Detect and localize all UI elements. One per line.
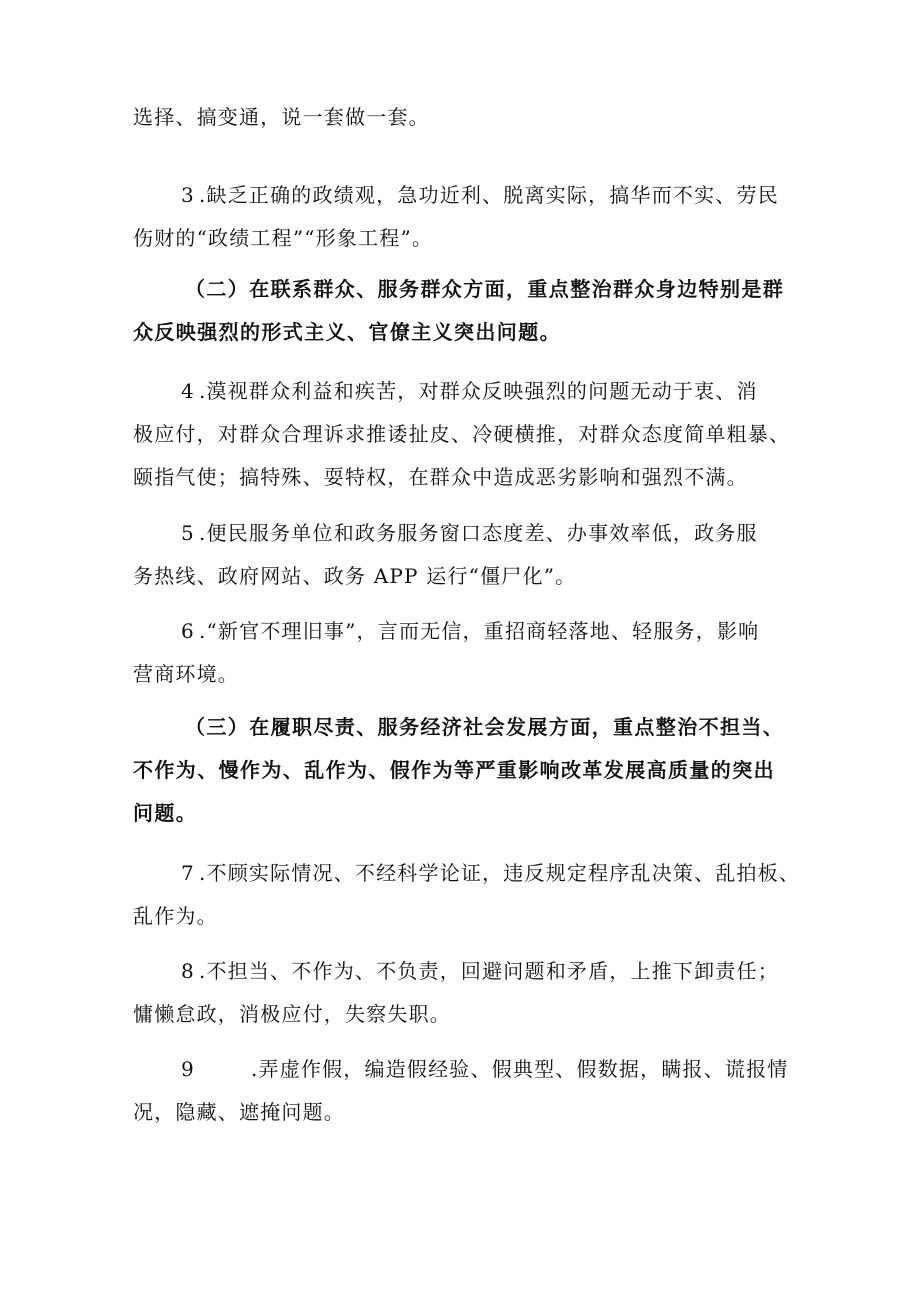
section-heading-3: [133, 706, 793, 835]
item-number: 5: [181, 521, 195, 545]
paragraph-line: 7 .不顾实际情况、不经科学论证，违反规定程序乱决策、乱拍板、: [133, 852, 793, 895]
list-item-4: [133, 370, 793, 499]
heading-line: （二）在联系群众、服务群众方面，重点整治群众身边特别是群: [185, 277, 785, 301]
item-number: 6: [181, 619, 195, 643]
paragraph-line: 9 .弄虚作假，编造假经验、假典型、假数据，瞒报、谎报情: [133, 1048, 793, 1091]
list-item-6: [133, 610, 793, 696]
list-item-5: [133, 512, 793, 598]
paragraph-line: 8 .不担当、不作为、不负责，回避问题和矛盾，上推下卸责任；: [133, 950, 793, 993]
paragraph-line: 选择、搞变通，说一套做一套。: [133, 105, 430, 129]
heading-line: 不作为、慢作为、乱作为、假作为等严重影响改革发展高质量的突出: [133, 758, 775, 782]
item-number: 3: [181, 183, 195, 207]
list-item-3: [133, 174, 793, 260]
paragraph-continuation: [133, 96, 793, 139]
list-item-8: [133, 950, 793, 1036]
item-number: 9: [181, 1057, 195, 1081]
item-number: 7: [181, 861, 195, 885]
item-number: 8: [181, 959, 195, 983]
paragraph-line: 务热线、政府网站、政务 APP 运行“僵尸化”。: [133, 564, 577, 588]
paragraph-line: 伤财的“政绩工程”“形象工程”。: [133, 226, 434, 250]
heading-line: （三）在履职尽责、服务经济社会发展方面，重点整治不担当、: [185, 715, 785, 739]
paragraph-line: 况，隐藏、遮掩问题。: [133, 1100, 345, 1124]
heading-line: 众反映强烈的形式主义、官僚主义突出问题。: [133, 320, 561, 344]
paragraph-line: 5 .便民服务单位和政务服务窗口态度差、办事效率低，政务服: [133, 512, 793, 555]
paragraph-line: 颐指气使；搞特殊、耍特权，在群众中造成恶劣影响和强烈不满。: [133, 465, 748, 489]
item-number: 4: [181, 379, 195, 403]
paragraph-line: 慵懒怠政，消极应付，失察失职。: [133, 1002, 451, 1026]
paragraph-line: 乱作为。: [133, 904, 218, 928]
paragraph-line: 营商环境。: [133, 662, 239, 686]
paragraph-line: 3 .缺乏正确的政绩观，急功近利、脱离实际，搞华而不实、劳民: [133, 174, 793, 217]
list-item-7: [133, 852, 801, 938]
paragraph-line: 4 .漠视群众利益和疾苦，对群众反映强烈的问题无动于衷、消: [133, 370, 793, 413]
paragraph-line: 6 .“新官不理旧事”，言而无信，重招商轻落地、轻服务，影响: [133, 610, 793, 653]
heading-line: 问题。: [133, 801, 198, 825]
list-item-9: [133, 1048, 793, 1134]
paragraph-line: 极应付，对群众合理诉求推诿扯皮、冷硬横推，对群众态度简单粗暴、: [133, 422, 791, 446]
section-heading-2: [133, 268, 793, 354]
